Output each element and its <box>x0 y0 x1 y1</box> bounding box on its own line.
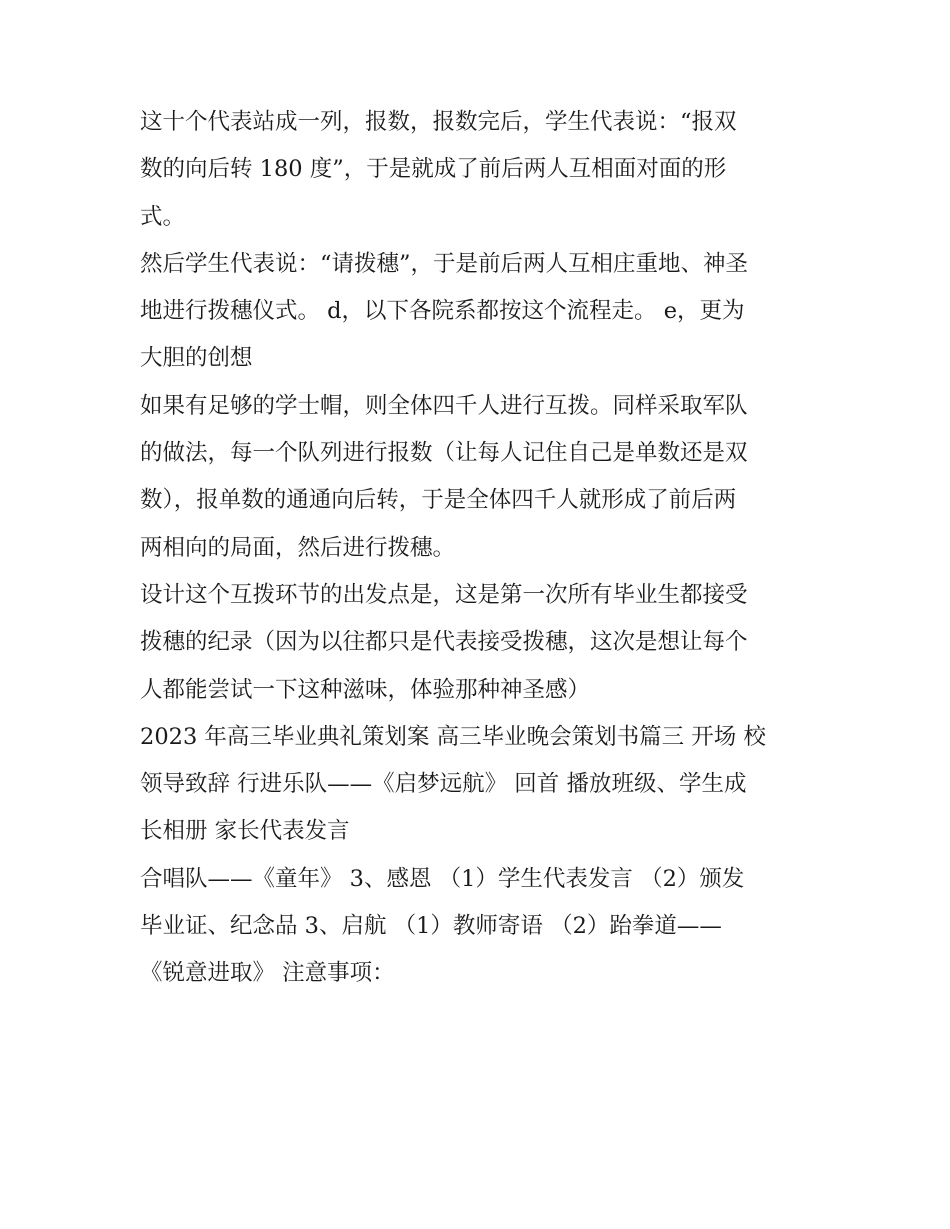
text-line: 式。 <box>140 203 186 230</box>
text-line: 数的向后转 180 度”，于是就成了前后两人互相面对面的形 <box>140 156 727 183</box>
text-line: 这十个代表站成一列，报数，报数完后，学生代表说：“报双 <box>140 109 737 135</box>
text-line: 地进行拨穗仪式。 d，以下各院系都按这个流程走。 e，更为 <box>140 298 745 325</box>
text-line: 拨穗的纪录（因为以往都只是代表接受拨穗，这次是想让每个 <box>140 629 748 656</box>
text-line: 《锐意进取》 注意事项： <box>140 960 395 987</box>
text-line: 领导致辞 行进乐队——《启梦远航》 回首 播放班级、学生成 <box>140 771 747 798</box>
text-line: 合唱队——《童年》 3、感恩 （1）学生代表发言 （2）颁发 <box>140 865 745 892</box>
text-line: 毕业证、纪念品 3、启航 （1）教师寄语 （2）跆拳道—— <box>140 913 722 940</box>
text-line: 设计这个互拨环节的出发点是，这是第一次所有毕业生都接受 <box>140 581 748 608</box>
text-line: 数），报单数的通通向后转，于是全体四千人就形成了前后两 <box>140 487 737 514</box>
text-line: 的做法，每一个队列进行报数（让每人记住自己是单数还是双 <box>140 440 748 467</box>
text-line: 人都能尝试一下这种滋味，体验那种神圣感） <box>140 676 591 703</box>
text-line: 两相向的局面，然后进行拨穗。 <box>140 534 456 561</box>
text-line: 如果有足够的学士帽，则全体四千人进行互拨。同样采取军队 <box>140 392 748 419</box>
text-line: 然后学生代表说：“请拨穗”，于是前后两人互相庄重地、神圣 <box>140 250 749 277</box>
text-line: 2023 年高三毕业典礼策划案 高三毕业晚会策划书篇三 开场 校 <box>140 723 766 750</box>
document-page <box>140 108 820 1007</box>
text-line: 大胆的创想 <box>140 345 253 372</box>
text-line: 长相册 家长代表发言 <box>140 818 350 845</box>
